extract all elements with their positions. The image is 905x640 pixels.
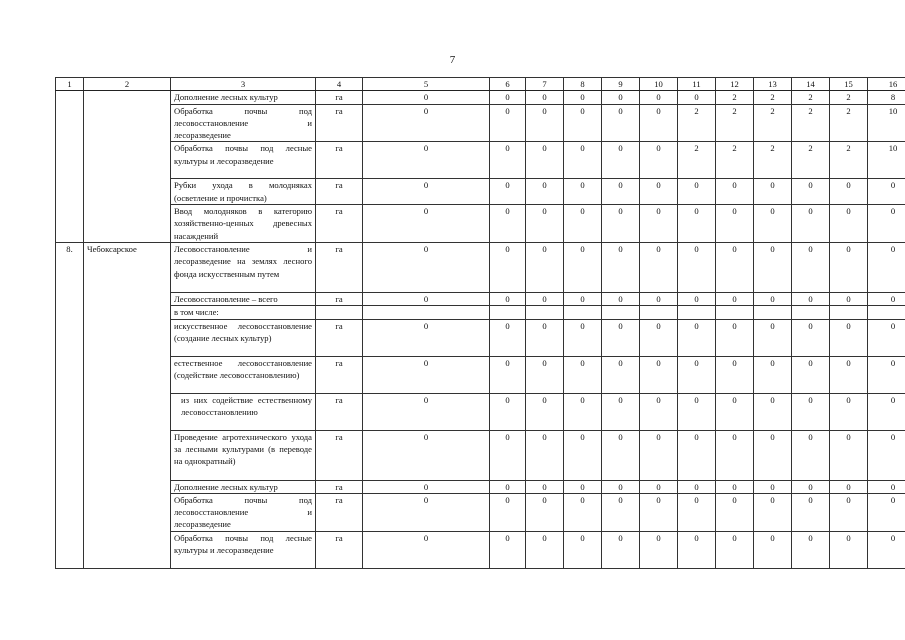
value-cell: 0 [490, 142, 526, 179]
value-cell: 0 [602, 205, 640, 243]
value-cell: 0 [363, 242, 490, 292]
value-cell [830, 306, 868, 319]
column-header: 16 [868, 78, 905, 91]
value-cell: 0 [754, 531, 792, 568]
region-name-cell [84, 91, 171, 243]
row-label: Обработка почвы под лесные культуры и лесоразведение [171, 531, 316, 568]
table-row [56, 205, 905, 243]
value-cell: 2 [754, 91, 792, 104]
value-cell: 0 [754, 205, 792, 243]
table-row [56, 179, 905, 205]
value-cell: 0 [526, 493, 564, 531]
value-cell: 2 [830, 104, 868, 142]
value-cell: 0 [868, 319, 905, 356]
value-cell: 0 [490, 179, 526, 205]
value-cell: 0 [363, 205, 490, 243]
row-label: Обработка почвы под лесовосстановление и лесоразведение [171, 493, 316, 531]
value-cell: 0 [640, 142, 678, 179]
column-header: 8 [564, 78, 602, 91]
value-cell: 0 [716, 319, 754, 356]
value-cell: 0 [490, 104, 526, 142]
value-cell: 0 [792, 493, 830, 531]
value-cell: 0 [526, 91, 564, 104]
value-cell: 0 [564, 179, 602, 205]
value-cell: 0 [490, 393, 526, 430]
value-cell: 0 [602, 480, 640, 493]
value-cell: 0 [678, 430, 716, 480]
row-label: из них содействие естественному лесовосстановлению [171, 393, 316, 430]
unit-cell: га [316, 205, 363, 243]
value-cell: 0 [490, 480, 526, 493]
value-cell: 0 [830, 179, 868, 205]
value-cell: 2 [716, 104, 754, 142]
column-header: 3 [171, 78, 316, 91]
value-cell: 0 [640, 242, 678, 292]
region-number: 8. [56, 242, 84, 568]
unit-cell: га [316, 142, 363, 179]
column-header: 15 [830, 78, 868, 91]
value-cell: 0 [602, 356, 640, 393]
value-cell: 0 [526, 142, 564, 179]
value-cell: 0 [363, 493, 490, 531]
unit-cell: га [316, 480, 363, 493]
value-cell: 0 [716, 205, 754, 243]
value-cell: 0 [830, 493, 868, 531]
value-cell: 0 [792, 531, 830, 568]
column-header: 6 [490, 78, 526, 91]
value-cell: 0 [716, 292, 754, 305]
value-cell: 0 [868, 179, 905, 205]
column-header: 13 [754, 78, 792, 91]
value-cell: 2 [792, 104, 830, 142]
value-cell: 0 [363, 480, 490, 493]
unit-cell: га [316, 493, 363, 531]
row-label: Обработка почвы под лесные культуры и лесоразведение [171, 142, 316, 179]
value-cell: 0 [678, 242, 716, 292]
table-row [56, 306, 905, 319]
value-cell: 0 [716, 179, 754, 205]
value-cell: 2 [830, 142, 868, 179]
value-cell: 0 [602, 531, 640, 568]
value-cell [678, 306, 716, 319]
value-cell: 0 [363, 319, 490, 356]
value-cell: 0 [716, 393, 754, 430]
value-cell: 0 [640, 393, 678, 430]
value-cell: 0 [754, 319, 792, 356]
value-cell: 0 [716, 430, 754, 480]
value-cell: 0 [716, 531, 754, 568]
value-cell [868, 306, 905, 319]
region-name: Чебоксарское [84, 242, 171, 568]
value-cell: 0 [830, 531, 868, 568]
value-cell: 0 [716, 480, 754, 493]
value-cell: 0 [564, 205, 602, 243]
value-cell: 0 [640, 179, 678, 205]
value-cell: 0 [640, 356, 678, 393]
value-cell: 0 [678, 179, 716, 205]
value-cell: 0 [792, 356, 830, 393]
value-cell: 0 [526, 319, 564, 356]
table-row [56, 292, 905, 305]
value-cell: 0 [830, 292, 868, 305]
value-cell: 0 [363, 393, 490, 430]
value-cell: 0 [526, 104, 564, 142]
value-cell: 0 [868, 393, 905, 430]
value-cell: 0 [564, 531, 602, 568]
value-cell: 0 [602, 179, 640, 205]
table-row [56, 142, 905, 179]
value-cell: 0 [830, 319, 868, 356]
row-number-cell [56, 91, 84, 243]
value-cell: 0 [640, 292, 678, 305]
value-cell: 0 [490, 91, 526, 104]
table-row [56, 393, 905, 430]
value-cell: 0 [678, 480, 716, 493]
value-cell: 0 [490, 493, 526, 531]
value-cell: 0 [678, 205, 716, 243]
column-header: 5 [363, 78, 490, 91]
value-cell: 0 [602, 430, 640, 480]
value-cell: 0 [526, 242, 564, 292]
value-cell: 0 [363, 179, 490, 205]
unit-cell: га [316, 292, 363, 305]
value-cell: 0 [868, 205, 905, 243]
value-cell [490, 306, 526, 319]
value-cell: 0 [363, 142, 490, 179]
value-cell [363, 306, 490, 319]
value-cell: 0 [792, 430, 830, 480]
value-cell: 0 [678, 531, 716, 568]
value-cell: 0 [678, 356, 716, 393]
table-row [56, 430, 905, 480]
value-cell: 0 [792, 242, 830, 292]
value-cell: 0 [678, 91, 716, 104]
value-cell: 2 [678, 142, 716, 179]
value-cell: 0 [490, 292, 526, 305]
value-cell: 0 [564, 493, 602, 531]
value-cell: 0 [602, 91, 640, 104]
value-cell: 0 [640, 205, 678, 243]
value-cell: 0 [792, 205, 830, 243]
value-cell [564, 306, 602, 319]
value-cell: 0 [640, 430, 678, 480]
header-row [56, 78, 905, 91]
row-label: в том числе: [171, 306, 316, 319]
value-cell: 0 [868, 242, 905, 292]
value-cell: 0 [526, 356, 564, 393]
value-cell: 0 [830, 430, 868, 480]
unit-cell: га [316, 91, 363, 104]
column-header: 7 [526, 78, 564, 91]
value-cell: 0 [363, 356, 490, 393]
value-cell: 0 [602, 242, 640, 292]
value-cell: 0 [868, 430, 905, 480]
column-header: 2 [84, 78, 171, 91]
value-cell: 0 [602, 104, 640, 142]
value-cell: 0 [526, 292, 564, 305]
value-cell: 0 [363, 430, 490, 480]
value-cell: 0 [602, 393, 640, 430]
value-cell: 0 [363, 91, 490, 104]
column-header: 12 [716, 78, 754, 91]
value-cell: 0 [564, 242, 602, 292]
value-cell: 0 [526, 179, 564, 205]
value-cell: 0 [754, 242, 792, 292]
value-cell: 0 [830, 480, 868, 493]
value-cell: 0 [792, 319, 830, 356]
value-cell: 0 [602, 142, 640, 179]
value-cell: 0 [640, 104, 678, 142]
value-cell: 0 [564, 430, 602, 480]
value-cell: 0 [490, 531, 526, 568]
row-label: естественное лесовосстановление (содействие лесовосстановлению) [171, 356, 316, 393]
value-cell: 2 [830, 91, 868, 104]
table-body [56, 78, 905, 569]
value-cell [602, 306, 640, 319]
row-label: Лесовосстановление и лесоразведение на землях лесного фонда искусственным путем [171, 242, 316, 292]
value-cell: 0 [602, 292, 640, 305]
value-cell: 10 [868, 142, 905, 179]
value-cell: 0 [640, 480, 678, 493]
value-cell: 0 [526, 430, 564, 480]
value-cell: 0 [363, 531, 490, 568]
row-label: Дополнение лесных культур [171, 91, 316, 104]
value-cell: 0 [490, 205, 526, 243]
value-cell: 0 [830, 205, 868, 243]
value-cell: 0 [792, 179, 830, 205]
page-number: 7 [449, 54, 456, 66]
value-cell: 0 [754, 493, 792, 531]
unit-cell: га [316, 531, 363, 568]
value-cell: 0 [564, 142, 602, 179]
table-row [56, 242, 905, 292]
table-row [56, 91, 905, 104]
value-cell: 0 [490, 356, 526, 393]
value-cell: 0 [678, 393, 716, 430]
table-row [56, 480, 905, 493]
value-cell: 2 [678, 104, 716, 142]
value-cell: 2 [754, 104, 792, 142]
column-header: 1 [56, 78, 84, 91]
value-cell [526, 306, 564, 319]
table-row [56, 319, 905, 356]
row-label: Ввод молодняков в категорию хозяйственно-ценных древесных насаждений [171, 205, 316, 243]
value-cell: 0 [830, 356, 868, 393]
value-cell: 0 [490, 319, 526, 356]
column-header: 9 [602, 78, 640, 91]
unit-cell: га [316, 179, 363, 205]
value-cell: 10 [868, 104, 905, 142]
value-cell: 0 [490, 242, 526, 292]
value-cell: 0 [564, 104, 602, 142]
value-cell: 0 [363, 104, 490, 142]
unit-cell: га [316, 319, 363, 356]
value-cell: 0 [564, 480, 602, 493]
value-cell: 2 [792, 142, 830, 179]
value-cell: 0 [792, 480, 830, 493]
row-label: Обработка почвы под лесовосстановление и лесоразведение [171, 104, 316, 142]
table-row [56, 531, 905, 568]
value-cell: 0 [526, 205, 564, 243]
value-cell: 0 [602, 319, 640, 356]
value-cell: 0 [868, 356, 905, 393]
value-cell: 8 [868, 91, 905, 104]
value-cell: 0 [640, 493, 678, 531]
row-label: искусственное лесовосстановление (создание лесных культур) [171, 319, 316, 356]
value-cell: 0 [564, 393, 602, 430]
value-cell: 2 [754, 142, 792, 179]
value-cell [640, 306, 678, 319]
value-cell: 0 [792, 393, 830, 430]
unit-cell: га [316, 356, 363, 393]
column-header: 4 [316, 78, 363, 91]
table-row [56, 104, 905, 142]
value-cell: 0 [868, 531, 905, 568]
value-cell: 0 [754, 430, 792, 480]
column-header: 10 [640, 78, 678, 91]
table-row [56, 356, 905, 393]
value-cell: 0 [564, 319, 602, 356]
value-cell: 0 [754, 179, 792, 205]
value-cell: 2 [716, 142, 754, 179]
value-cell: 0 [754, 480, 792, 493]
value-cell [754, 306, 792, 319]
value-cell: 0 [490, 430, 526, 480]
value-cell: 2 [716, 91, 754, 104]
column-header: 14 [792, 78, 830, 91]
unit-cell: га [316, 430, 363, 480]
row-label: Проведение агротехнического ухода за лесными культурами (в переводе на однократный) [171, 430, 316, 480]
value-cell: 0 [792, 292, 830, 305]
forestry-table [55, 77, 905, 569]
value-cell: 0 [716, 356, 754, 393]
value-cell: 0 [754, 292, 792, 305]
value-cell: 0 [640, 91, 678, 104]
unit-cell: га [316, 393, 363, 430]
value-cell: 0 [640, 319, 678, 356]
value-cell: 0 [868, 292, 905, 305]
value-cell: 0 [564, 292, 602, 305]
value-cell: 0 [754, 393, 792, 430]
value-cell: 0 [363, 292, 490, 305]
row-label: Дополнение лесных культур [171, 480, 316, 493]
value-cell: 0 [526, 393, 564, 430]
value-cell: 0 [526, 480, 564, 493]
value-cell: 0 [526, 531, 564, 568]
unit-cell: га [316, 104, 363, 142]
table-row [56, 493, 905, 531]
value-cell: 0 [868, 480, 905, 493]
unit-cell: га [316, 242, 363, 292]
unit-cell [316, 306, 363, 319]
value-cell [792, 306, 830, 319]
value-cell: 0 [640, 531, 678, 568]
value-cell: 0 [830, 393, 868, 430]
value-cell: 0 [830, 242, 868, 292]
column-header: 11 [678, 78, 716, 91]
row-label: Рубки ухода в молодняках (осветление и прочистка) [171, 179, 316, 205]
value-cell: 0 [868, 493, 905, 531]
value-cell: 0 [716, 242, 754, 292]
value-cell: 2 [792, 91, 830, 104]
value-cell: 0 [564, 91, 602, 104]
value-cell [716, 306, 754, 319]
row-label: Лесовосстановление – всего [171, 292, 316, 305]
value-cell: 0 [754, 356, 792, 393]
value-cell: 0 [564, 356, 602, 393]
value-cell: 0 [716, 493, 754, 531]
value-cell: 0 [678, 319, 716, 356]
value-cell: 0 [678, 292, 716, 305]
value-cell: 0 [678, 493, 716, 531]
value-cell: 0 [602, 493, 640, 531]
